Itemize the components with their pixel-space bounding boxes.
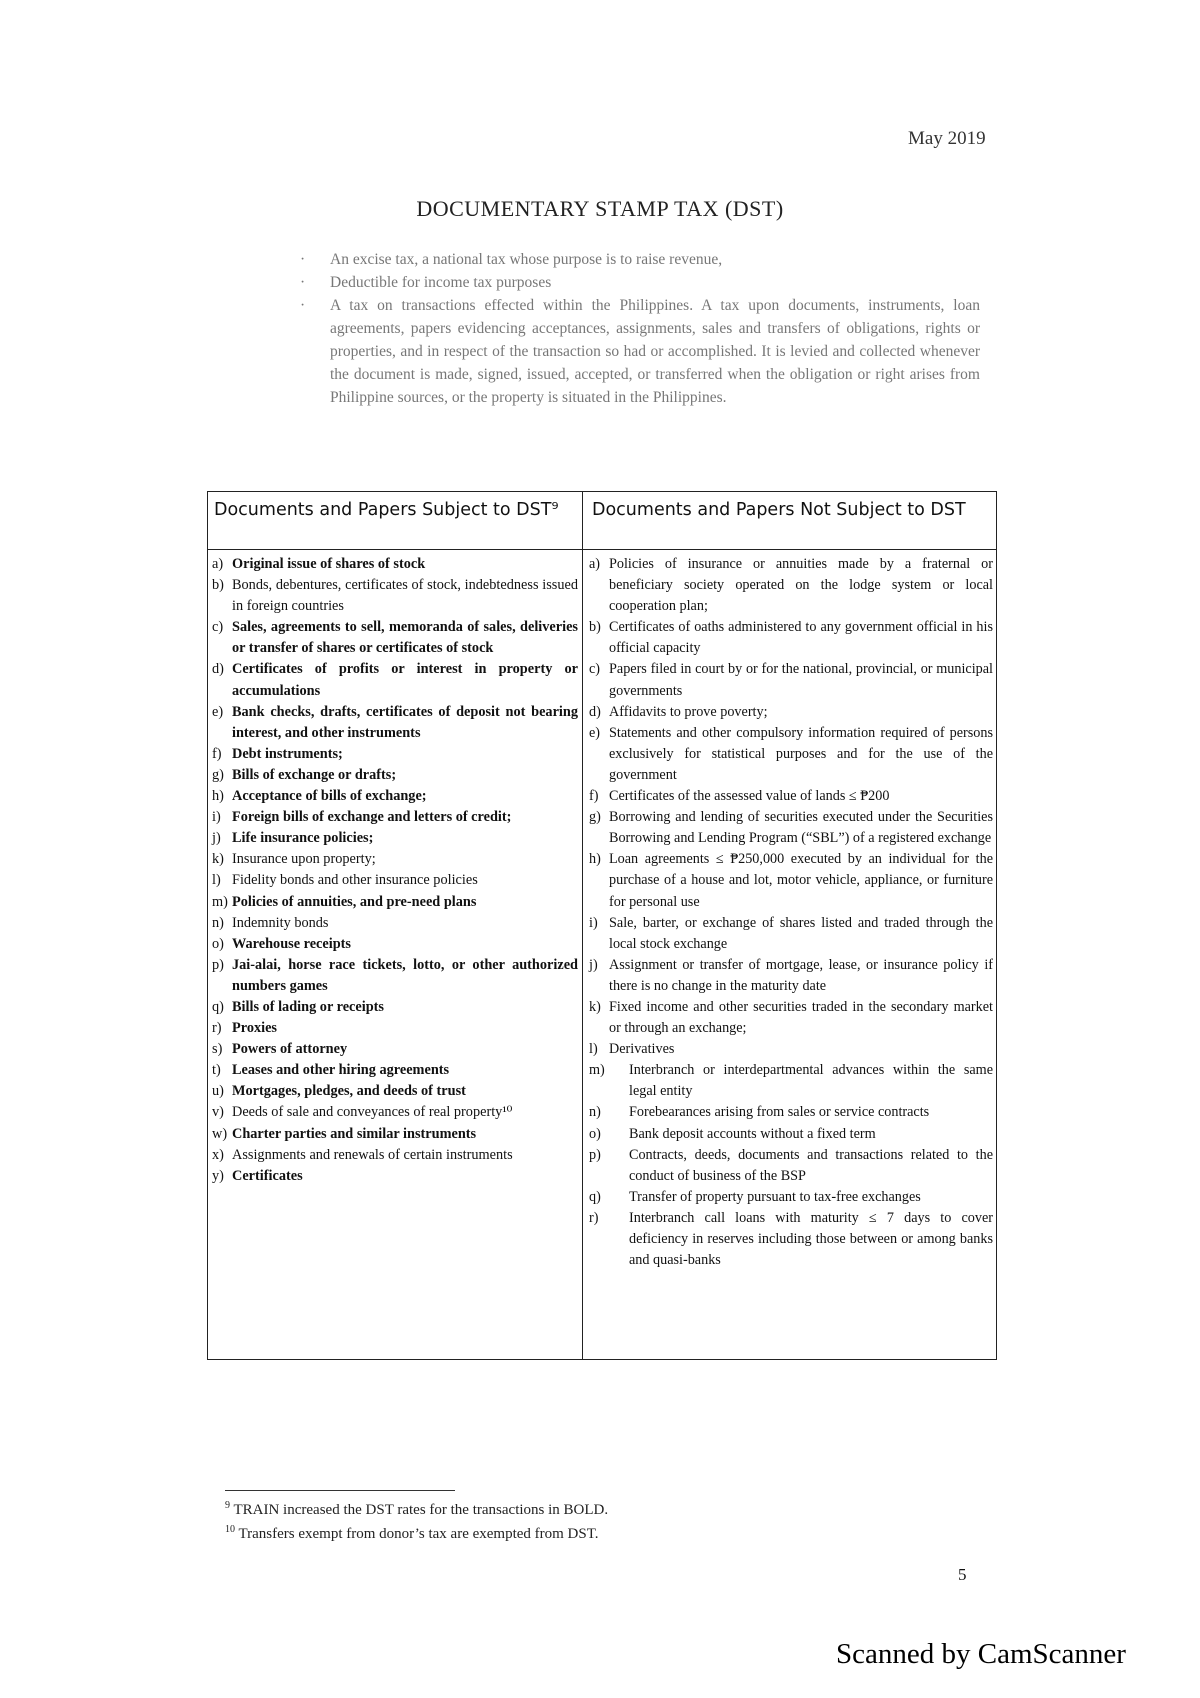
list-item bbox=[212, 1081, 578, 1102]
item-text: Powers of attorney bbox=[232, 1041, 348, 1058]
item-marker: t) bbox=[212, 1062, 221, 1079]
list-item bbox=[589, 913, 993, 955]
item-text: Affidavits to prove poverty; bbox=[609, 703, 768, 720]
list-item bbox=[212, 828, 578, 849]
item-text: Assignments and renewals of certain instruments bbox=[232, 1146, 513, 1163]
item-text: Statements and other compulsory information required of persons exclusively for statistical purposes and for the use of the government bbox=[609, 724, 993, 783]
list-item bbox=[212, 870, 578, 891]
item-marker: u) bbox=[212, 1083, 224, 1100]
item-marker: k) bbox=[212, 851, 224, 868]
item-marker: g) bbox=[589, 809, 601, 826]
item-text: Certificates of oaths administered to any government official in his official capacity bbox=[609, 619, 993, 657]
item-marker: d) bbox=[212, 661, 224, 678]
item-marker: i) bbox=[212, 809, 221, 826]
footnote-text: Transfers exempt from donor’s tax are exempted from DST. bbox=[238, 1526, 599, 1542]
footnote-10 bbox=[225, 1524, 599, 1543]
list-item bbox=[212, 892, 578, 913]
item-text: Bills of lading or receipts bbox=[232, 998, 384, 1015]
item-text: Transfer of property pursuant to tax-free exchanges bbox=[629, 1188, 921, 1205]
list-item bbox=[212, 554, 578, 575]
intro-text: Deductible for income tax purposes bbox=[330, 274, 552, 291]
item-marker: c) bbox=[212, 619, 224, 636]
item-marker: r) bbox=[589, 1209, 599, 1226]
list-item bbox=[212, 807, 578, 828]
list-item bbox=[212, 1060, 578, 1081]
list-item bbox=[589, 997, 993, 1039]
list-item bbox=[589, 849, 993, 912]
item-marker: b) bbox=[589, 619, 601, 636]
item-text: Original issue of shares of stock bbox=[232, 556, 426, 572]
item-marker: g) bbox=[212, 766, 224, 783]
header-divider bbox=[208, 549, 996, 550]
item-marker: c) bbox=[589, 661, 601, 678]
item-marker: h) bbox=[212, 788, 224, 805]
item-marker: m) bbox=[589, 1062, 605, 1079]
item-marker: n) bbox=[212, 914, 224, 931]
list-item bbox=[212, 934, 578, 955]
subject-column-header: Documents and Papers Subject to DST⁹ bbox=[214, 500, 559, 520]
list-item bbox=[589, 1124, 993, 1145]
item-marker: s) bbox=[212, 1041, 223, 1058]
list-item bbox=[589, 955, 993, 997]
item-marker: d) bbox=[589, 703, 601, 720]
item-text: Policies of annuities, and pre-need plans bbox=[232, 893, 477, 910]
item-marker: m) bbox=[212, 893, 228, 910]
item-marker: p) bbox=[589, 1146, 601, 1163]
footnote-rule bbox=[225, 1490, 455, 1491]
list-item bbox=[212, 997, 578, 1018]
list-item bbox=[212, 765, 578, 786]
list-item bbox=[589, 659, 993, 701]
list-item bbox=[212, 1039, 578, 1060]
list-item bbox=[212, 849, 578, 870]
item-marker: q) bbox=[589, 1188, 601, 1205]
item-text: Certificates of the assessed value of lands ≤ ₱200 bbox=[609, 788, 890, 805]
list-item bbox=[212, 1102, 578, 1123]
item-marker: o) bbox=[589, 1125, 601, 1142]
list-item bbox=[589, 554, 993, 617]
item-text: Interbranch call loans with maturity ≤ 7 days to cover deficiency in reserves including those between or among banks and quasi-banks bbox=[629, 1209, 993, 1269]
item-text: Mortgages, pledges, and deeds of trust bbox=[232, 1083, 466, 1100]
item-text: Warehouse receipts bbox=[232, 935, 351, 952]
item-text: Policies of insurance or annuities made by a fraternal or beneficiary society operated on the lodge system or local cooperation plan; bbox=[609, 556, 993, 615]
page-number: 5 bbox=[958, 1565, 967, 1584]
item-text: Debt instruments; bbox=[232, 745, 343, 762]
item-text: Contracts, deeds, documents and transactions related to the conduct of business of the BSP bbox=[629, 1146, 993, 1184]
list-item bbox=[212, 1124, 578, 1145]
dst-table bbox=[207, 491, 997, 1360]
footnote-number: 9 bbox=[225, 1500, 230, 1511]
item-marker: l) bbox=[212, 872, 221, 889]
item-text: Bank deposit accounts without a fixed term bbox=[629, 1125, 876, 1142]
list-item bbox=[589, 1102, 993, 1123]
list-item bbox=[589, 1208, 993, 1271]
item-marker: w) bbox=[212, 1125, 228, 1142]
item-marker: b) bbox=[212, 577, 224, 594]
item-text: Papers filed in court by or for the national, provincial, or municipal governments bbox=[609, 661, 993, 699]
list-item bbox=[212, 1018, 578, 1039]
item-marker: y) bbox=[212, 1167, 224, 1184]
list-item bbox=[212, 955, 578, 997]
list-item bbox=[589, 1060, 993, 1102]
item-text: Certificates of profits or interest in property or accumulations bbox=[232, 661, 578, 699]
bullet-icon: · bbox=[300, 274, 306, 291]
footnote-text: TRAIN increased the DST rates for the transactions in BOLD. bbox=[233, 1502, 609, 1518]
footnote-number: 10 bbox=[225, 1524, 235, 1535]
item-text: Fixed income and other securities traded in the secondary market or through an exchange; bbox=[609, 998, 993, 1037]
item-marker: v) bbox=[212, 1104, 224, 1121]
page-title: DOCUMENTARY STAMP TAX (DST) bbox=[416, 196, 784, 221]
list-item bbox=[589, 786, 993, 807]
footnote-9 bbox=[225, 1500, 608, 1519]
bullet-icon: · bbox=[300, 251, 306, 268]
item-text: Sale, barter, or exchange of shares listed and traded through the local stock exchange bbox=[609, 914, 993, 952]
list-item bbox=[212, 786, 578, 807]
item-marker: h) bbox=[589, 851, 601, 868]
item-text: Borrowing and lending of securities executed under the Securities Borrowing and Lending Program (“SBL”) of a registered exchange bbox=[609, 809, 993, 847]
item-text: Jai-alai, horse race tickets, lotto, or other authorized numbers games bbox=[232, 956, 578, 994]
item-marker: j) bbox=[212, 830, 221, 847]
list-item bbox=[589, 702, 993, 723]
list-item bbox=[212, 659, 578, 701]
intro-item bbox=[300, 294, 980, 409]
intro-item bbox=[300, 271, 980, 294]
subject-list bbox=[212, 554, 578, 1187]
item-text: Charter parties and similar instruments bbox=[232, 1125, 477, 1142]
item-marker: k) bbox=[589, 998, 601, 1015]
intro-text: A tax on transactions effected within the Philippines. A tax upon documents, instruments, loan agreements, papers evidencing acceptances, assignments, sales and transfers of obligations, rights or properties, and in respect of the transaction so had or accomplished. It is levied and collected whenever the document is made, signed, issued, accepted, or transferred when the obligation or right arises from Philippine sources, or the property is situated in the Philippines. bbox=[330, 297, 980, 406]
item-text: Life insurance policies; bbox=[232, 830, 374, 847]
item-text: Indemnity bonds bbox=[232, 914, 329, 931]
list-item bbox=[212, 913, 578, 934]
not-subject-column-header: Documents and Papers Not Subject to DST bbox=[592, 500, 966, 520]
item-marker: p) bbox=[212, 956, 224, 973]
list-item bbox=[589, 1145, 993, 1187]
page-date: May 2019 bbox=[908, 128, 986, 149]
item-text: Assignment or transfer of mortgage, lease, or insurance policy if there is no change in the maturity date bbox=[609, 956, 993, 994]
item-text: Fidelity bonds and other insurance policies bbox=[232, 872, 478, 889]
list-item bbox=[212, 1166, 578, 1187]
item-text: Insurance upon property; bbox=[232, 851, 376, 868]
list-item bbox=[212, 575, 578, 617]
item-marker: r) bbox=[212, 1020, 222, 1037]
item-marker: q) bbox=[212, 998, 224, 1015]
item-text: Derivatives bbox=[609, 1041, 675, 1058]
item-marker: f) bbox=[212, 745, 222, 762]
list-item bbox=[212, 1145, 578, 1166]
item-text: Leases and other hiring agreements bbox=[232, 1062, 450, 1079]
item-text: Interbranch or interdepartmental advances within the same legal entity bbox=[629, 1062, 993, 1100]
item-marker: a) bbox=[589, 556, 601, 572]
item-text: Certificates bbox=[232, 1167, 303, 1184]
list-item bbox=[589, 807, 993, 849]
item-text: Bills of exchange or drafts; bbox=[232, 766, 397, 783]
list-item bbox=[212, 702, 578, 744]
item-text: Bonds, debentures, certificates of stock, indebtedness issued in foreign countries bbox=[232, 577, 578, 615]
list-item bbox=[589, 617, 993, 659]
item-marker: n) bbox=[589, 1104, 601, 1121]
column-divider bbox=[582, 492, 583, 1359]
list-item bbox=[589, 1039, 993, 1060]
item-marker: x) bbox=[212, 1146, 224, 1163]
item-marker: f) bbox=[589, 788, 599, 805]
item-text: Foreign bills of exchange and letters of credit; bbox=[232, 809, 512, 826]
item-marker: j) bbox=[589, 956, 598, 973]
scanner-watermark: Scanned by CamScanner bbox=[836, 1638, 1126, 1670]
list-item bbox=[589, 1187, 993, 1208]
item-marker: l) bbox=[589, 1041, 598, 1058]
not-subject-list bbox=[589, 554, 993, 1271]
item-text: Deeds of sale and conveyances of real property¹⁰ bbox=[232, 1104, 513, 1121]
item-text: Acceptance of bills of exchange; bbox=[232, 788, 427, 805]
item-marker: i) bbox=[589, 914, 598, 931]
item-text: Bank checks, drafts, certificates of deposit not bearing interest, and other instruments bbox=[232, 703, 578, 741]
item-marker: e) bbox=[589, 724, 601, 741]
bullet-icon: · bbox=[300, 297, 306, 314]
list-item bbox=[589, 723, 993, 786]
item-marker: a) bbox=[212, 556, 224, 572]
item-text: Sales, agreements to sell, memoranda of sales, deliveries or transfer of shares or certificates of stock bbox=[232, 619, 578, 657]
item-text: Forebearances arising from sales or service contracts bbox=[629, 1104, 930, 1121]
list-item bbox=[212, 617, 578, 659]
intro-item bbox=[300, 248, 980, 271]
item-marker: e) bbox=[212, 703, 224, 720]
intro-text: An excise tax, a national tax whose purpose is to raise revenue, bbox=[330, 251, 723, 268]
item-text: Loan agreements ≤ ₱250,000 executed by an individual for the purchase of a house and lot, motor vehicle, appliance, or furniture for personal use bbox=[609, 851, 993, 910]
list-item bbox=[212, 744, 578, 765]
item-text: Proxies bbox=[232, 1020, 277, 1037]
intro-list bbox=[300, 248, 980, 409]
item-marker: o) bbox=[212, 935, 224, 952]
